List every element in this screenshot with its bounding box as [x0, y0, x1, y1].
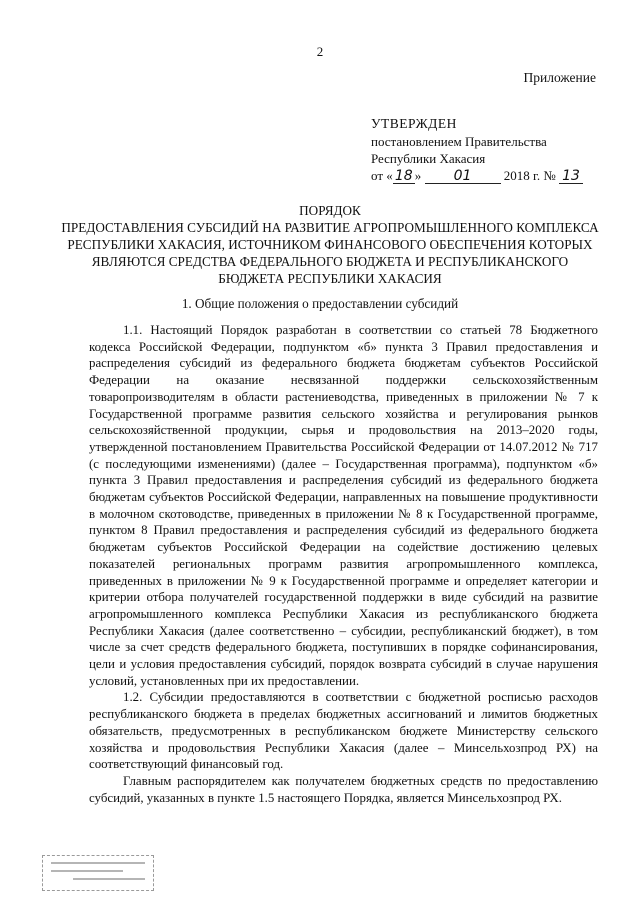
date-year: 2018 г. № [503, 168, 556, 183]
title-line-2: ПРЕДОСТАВЛЕНИЯ СУБСИДИЙ НА РАЗВИТИЕ АГРОПРОМЫШЛЕННОГО КОМПЛЕКСА РЕСПУБЛИКИ ХАКАСИЯ, ИСТОЧНИКОМ ФИНАНСОВОГО ОБЕСПЕЧЕНИЯ КОТОРЫХ ЯВЛЯЮТСЯ СРЕДСТВА ФЕДЕРАЛЬНОГО БЮДЖЕТА И РЕСПУБЛИКАНСКОГО БЮДЖЕТА РЕСПУБЛИКИ ХАКАСИЯ [61, 220, 599, 286]
appendix-label: Приложение [523, 70, 596, 85]
date-month: 01 [425, 169, 501, 184]
approval-heading: УТВЕРЖДЕН [371, 116, 457, 131]
document-title [60, 202, 600, 287]
document-body [89, 322, 598, 806]
paragraph-1-2: 1.2. Субсидии предоставляются в соответствии с бюджетной росписью расходов республиканского бюджета в пределах бюджетных ассигнований и лимитов бюджетных обязательств, предусмотренных в республиканском бюджете Министерству сельского хозяйства и продовольствия Республики Хакасия (далее – Минсельхозпрод РХ) на соответствующий финансовый год. [89, 690, 598, 772]
approval-line-2: Республики Хакасия [371, 151, 486, 166]
section-heading: 1. Общие положения о предоставлении субсидий [181, 296, 459, 311]
approval-block [371, 115, 583, 184]
date-day: 18 [393, 169, 415, 184]
date-mid: » [414, 168, 422, 183]
page-number: 2 [316, 44, 324, 59]
stamp-mark [42, 855, 154, 891]
date-prefix: от « [371, 168, 393, 183]
title-line-1: ПОРЯДОК [299, 203, 361, 218]
paragraph-main-administrator: Главным распорядителем как получателем бюджетных средств по предоставлению субсидий, указанных в пункте 1.5 настоящего Порядка, является Минсельхозпрод РХ. [89, 773, 598, 805]
paragraph-1-1: 1.1. Настоящий Порядок разработан в соответствии со статьей 78 Бюджетного кодекса Российской Федерации, подпунктом «б» пункта 3 Правил предоставления и распределения субсидий из федерального бюджета бюджетам субъектов Российской Федерации на оказание несвязанной поддержки сельскохозяйственным товаропроизводителям в области растениеводства, приведенных в приложении № 7 к Государственной программе развития сельского хозяйства и регулирования рынков сельскохозяйственной продукции, сырья и продовольствия на 2013–2020 годы, утвержденной постановлением Правительства Российской Федерации от 14.07.2012 № 717 (с последующими изменениями) (далее – Государственная программа), подпунктом «б» пункта 3 Правил предоставления и распределения субсидий из федерального бюджета бюджетам субъектов Российской Федерации, направленных на повышение продуктивности в молочном скотоводстве, приведенных в приложении № 8 к Государственной программе, пунктом 8 Правил предоставления и распределения субсидий из федерального бюджета бюджетам субъектов Российской Федерации на содействие достижению целевых показателей региональных программ развития агропромышленного комплекса, приведенных в приложении № 9 к Государственной программе и определяет категории и критерии отбора получателей государственной поддержки в виде субсидий на развитие агропромышленного комплекса Республики Хакасия из республиканского бюджета Республики Хакасия (далее соответственно – субсидии, республиканский бюджет), в том числе за счет средств федерального бюджета, поступивших в порядке софинансирования, цели и условия предоставления субсидий, порядок возврата субсидий в случае нарушения условий, установленных при их предоставлении. [89, 323, 598, 688]
approval-date-line [371, 167, 583, 184]
approval-number: 13 [559, 169, 583, 184]
approval-line-1: постановлением Правительства [371, 134, 547, 149]
